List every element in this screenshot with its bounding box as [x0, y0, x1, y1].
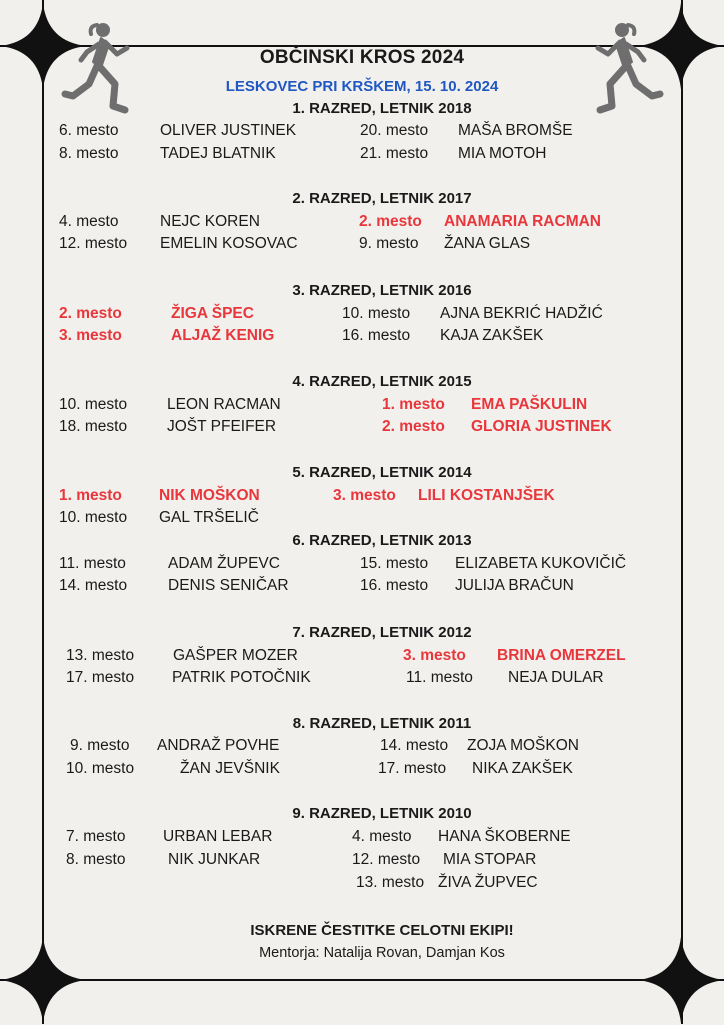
result-name: NIKA ZAKŠEK [472, 760, 573, 777]
result-name: ANAMARIA RACMAN [444, 213, 601, 230]
result-place: 18. mesto [59, 418, 128, 435]
result-place: 8. mesto [59, 145, 119, 162]
result-name: BRINA OMERZEL [497, 647, 626, 664]
result-place: 2. mesto [359, 213, 422, 230]
page-title: OBČINSKI KROS 2024 [259, 47, 465, 68]
congratulations-text: ISKRENE ČESTITKE CELOTNI EKIPI! [250, 922, 514, 939]
result-place: 7. mesto [66, 828, 126, 845]
result-place: 10. mesto [59, 396, 128, 413]
result-place: 1. mesto [59, 487, 122, 504]
frame-bottom-line [0, 979, 724, 981]
result-name: MAŠA BROMŠE [458, 122, 573, 139]
result-name: JULIJA BRAČUN [455, 577, 574, 594]
result-name: ADAM ŽUPEVC [168, 555, 280, 572]
section-heading: 3. RAZRED, LETNIK 2016 [292, 282, 472, 299]
result-place: 4. mesto [352, 828, 412, 845]
result-place: 2. mesto [59, 305, 122, 322]
result-name: MIA STOPAR [443, 851, 537, 868]
result-name: ŽANA GLAS [444, 235, 531, 252]
section-heading: 8. RAZRED, LETNIK 2011 [292, 715, 472, 732]
result-name: ZOJA MOŠKON [467, 737, 579, 754]
event-subtitle: LESKOVEC PRI KRŠKEM, 15. 10. 2024 [225, 78, 499, 95]
result-place: 14. mesto [59, 577, 128, 594]
result-name: AJNA BEKRIĆ HADŽIĆ [440, 305, 603, 322]
result-name: GAŠPER MOZER [173, 647, 298, 664]
result-name: EMELIN KOSOVAC [160, 235, 298, 252]
section-heading: 6. RAZRED, LETNIK 2013 [292, 532, 472, 549]
result-place: 14. mesto [380, 737, 449, 754]
result-place: 13. mesto [356, 874, 425, 891]
result-place: 6. mesto [59, 122, 119, 139]
result-place: 10. mesto [59, 509, 128, 526]
result-place: 16. mesto [360, 577, 429, 594]
result-place: 10. mesto [342, 305, 411, 322]
result-place: 3. mesto [59, 327, 122, 344]
result-name: HANA ŠKOBERNE [438, 828, 571, 845]
result-place: 11. mesto [406, 669, 473, 686]
result-name: NEJC KOREN [160, 213, 260, 230]
result-name: EMA PAŠKULIN [471, 396, 588, 413]
result-place: 10. mesto [66, 760, 135, 777]
result-name: ŽAN JEVŠNIK [180, 760, 280, 777]
result-place: 9. mesto [359, 235, 419, 252]
result-name: JOŠT PFEIFER [167, 418, 277, 435]
result-place: 15. mesto [360, 555, 429, 572]
result-place: 17. mesto [378, 760, 447, 777]
result-name: NEJA DULAR [508, 669, 604, 686]
result-place: 20. mesto [360, 122, 429, 139]
mentors-text: Mentorja: Natalija Rovan, Damjan Kos [259, 945, 505, 961]
result-place: 17. mesto [66, 669, 135, 686]
result-place: 1. mesto [382, 396, 445, 413]
frame-left-line [42, 0, 44, 1024]
section-heading: 2. RAZRED, LETNIK 2017 [292, 190, 472, 207]
result-name: ANDRAŽ POVHE [157, 737, 280, 754]
result-name: ALJAŽ KENIG [171, 327, 275, 344]
result-name: MIA MOTOH [458, 145, 547, 162]
result-name: LILI KOSTANJŠEK [418, 487, 555, 504]
result-place: 3. mesto [403, 647, 466, 664]
result-place: 16. mesto [342, 327, 411, 344]
result-name: NIK MOŠKON [159, 487, 260, 504]
result-name: KAJA ZAKŠEK [440, 327, 544, 344]
result-name: LEON RACMAN [167, 396, 281, 413]
result-place: 21. mesto [360, 145, 429, 162]
result-place: 2. mesto [382, 418, 445, 435]
section-heading: 4. RAZRED, LETNIK 2015 [292, 373, 472, 390]
result-name: PATRIK POTOČNIK [172, 669, 311, 686]
section-heading: 9. RAZRED, LETNIK 2010 [292, 805, 472, 822]
result-name: NIK JUNKAR [168, 851, 261, 868]
result-place: 3. mesto [333, 487, 396, 504]
result-place: 12. mesto [352, 851, 421, 868]
result-name: GLORIA JUSTINEK [471, 418, 612, 435]
result-place: 12. mesto [59, 235, 128, 252]
result-name: ŽIGA ŠPEC [171, 305, 254, 322]
result-name: URBAN LEBAR [163, 828, 273, 845]
result-name: DENIS SENIČAR [168, 577, 289, 594]
result-place: 13. mesto [66, 647, 135, 664]
result-place: 9. mesto [70, 737, 130, 754]
result-place: 8. mesto [66, 851, 126, 868]
frame-right-line [681, 0, 683, 1024]
result-name: ŽIVA ŽUPVEC [438, 874, 538, 891]
result-place: 11. mesto [59, 555, 126, 572]
section-heading: 7. RAZRED, LETNIK 2012 [292, 624, 472, 641]
section-heading: 1. RAZRED, LETNIK 2018 [292, 100, 472, 117]
result-name: TADEJ BLATNIK [160, 145, 276, 162]
result-name: OLIVER JUSTINEK [160, 122, 297, 139]
result-place: 4. mesto [59, 213, 119, 230]
result-name: GAL TRŠELIČ [159, 509, 259, 526]
section-heading: 5. RAZRED, LETNIK 2014 [292, 464, 472, 481]
result-name: ELIZABETA KUKOVIČIČ [455, 555, 627, 572]
